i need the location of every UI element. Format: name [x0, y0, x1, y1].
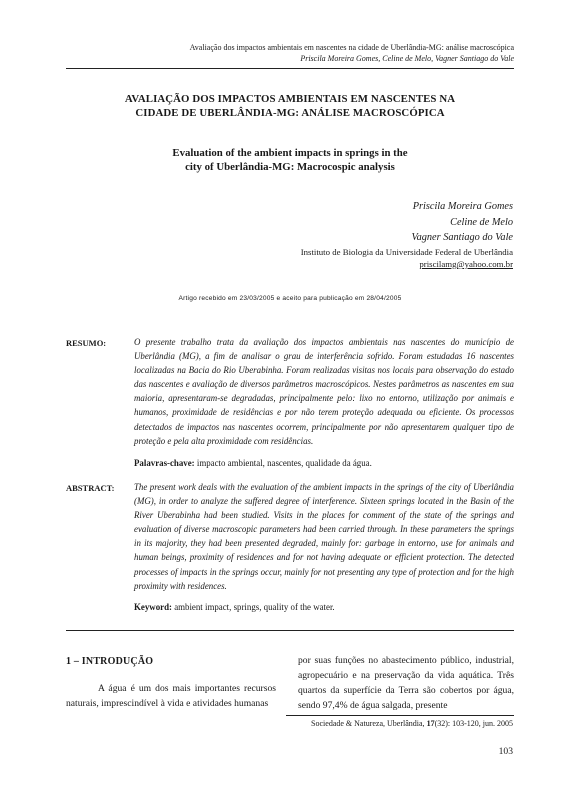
received-date-note: Artigo recebido em 23/03/2005 e aceito para publicação em 28/04/2005 [178, 295, 402, 302]
author-name: Vagner Santiago do Vale [411, 232, 513, 243]
title-en-line-2: city of Uberlândia-MG: Macrocospic analysis [185, 161, 395, 173]
section-title: 1 – INTRODUÇÃO [66, 656, 154, 667]
journal-issue-pages: (32): 103-120, jun. 2005 [434, 719, 513, 728]
running-header-authors: Priscila Moreira Gomes, Celine de Melo, Vagner Santiago do Vale [300, 54, 514, 63]
resumo-label: RESUMO: [66, 338, 107, 348]
author-name: Priscila Moreira Gomes [412, 201, 513, 212]
intro-right-column: por suas funções no abastecimento público, industrial, agropecuário e na preservação da vida aquática. Três quartos da superfície da Terra são cobertos por água, sendo 97,4% de água salgada, presente [298, 655, 514, 711]
title-pt-line-1: AVALIAÇÃO DOS IMPACTOS AMBIENTAIS EM NASCENTES NA [124, 93, 456, 105]
page-number: 103 [498, 746, 513, 757]
footer-divider [286, 715, 514, 716]
abstract-keywords [134, 601, 514, 613]
abstract-text: The present work deals with the evaluation of the ambient impacts in the springs of the city of Uberlândia (MG), in order to analyze the suffered degree of interference. Sixteen springs located in the Basin of the River Uberabinha had been studied. Visits in the places for comment of the state of the springs and evaluation of diverse macroscopic parameters had been carried through. In these parameters the springs in its majority, they had been presented degraded, mainly for: garbage in entorno, use for animals and human beings, proximity of residences and for not having adequate or efficient protection. The detected processes of impacts in the springs occur, mainly for not presenting any type of protection and for the high proximity with residences. [134, 482, 514, 591]
abstract-keywords-label: Keyword: [134, 602, 172, 612]
running-header-title: Avaliação dos impactos ambientais em nascentes na cidade de Uberlândia-MG: análise macroscópica [189, 43, 514, 52]
resumo-keywords [134, 457, 514, 469]
journal-citation [311, 719, 513, 728]
journal-volume: 17 [426, 719, 435, 728]
resumo-keywords-label: Palavras-chave: [134, 458, 195, 468]
article-title-portuguese [66, 93, 514, 120]
article-title-english [66, 146, 514, 174]
journal-name: Sociedade & Natureza, Uberlândia, [311, 719, 425, 728]
running-header [34, 42, 514, 64]
header-divider [66, 68, 514, 69]
author-name: Celine de Melo [450, 216, 513, 228]
intro-left-column: A água é um dos mais importantes recursos naturais, imprescindível à vida e atividades humanas [66, 683, 276, 709]
resumo-text: O presente trabalho trata da avaliação dos impactos ambientais nas nascentes do município de Uberlândia (MG), a fim de analisar o grau de interferência sofrido. Foram estudadas 16 nascentes localizadas na Bacia do Rio Uberabinha. Foram realizadas visitas nos locais para observação do estado das nascentes e avaliação de diversos parâmetros macroscópicos. Nestes parâmetros as nascentes em sua maioria, apresentaram-se degradadas, principalmente pelo: lixo no entorno, utilização por animais e humanos, proximidade de residências e por não terem proteção adequada ou eficiente. Os processos detectados de impactos nas nascentes ocorrem, principalmente por não apresentarem qualquer tipo de proteção e pela alta proximidade com residências. [134, 337, 514, 446]
abstract-label: ABSTRACT: [66, 483, 115, 493]
abstract-keywords-text: ambient impact, springs, quality of the water. [174, 602, 335, 612]
title-pt-line-2: CIDADE DE UBERLÂNDIA-MG: ANÁLISE MACROSCÓPICA [135, 106, 445, 119]
body-divider [66, 630, 514, 631]
author-institution: Instituto de Biologia da Universidade Federal de Uberlândia [300, 246, 513, 257]
resumo-keywords-text: impacto ambiental, nascentes, qualidade da água. [196, 458, 372, 468]
authors-block [213, 199, 513, 271]
author-email-link[interactable]: priscilamg@yahoo.com.br [419, 259, 513, 269]
title-en-line-1: Evaluation of the ambient impacts in springs in the [172, 147, 408, 159]
